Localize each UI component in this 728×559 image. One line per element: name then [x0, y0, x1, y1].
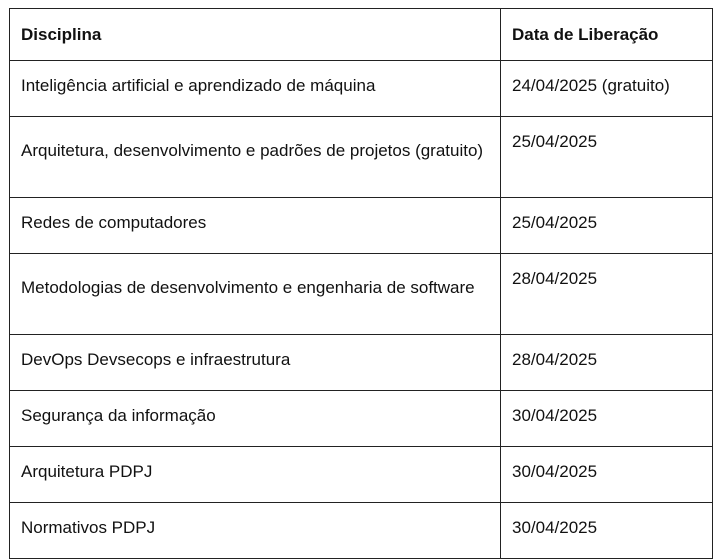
header-data-liberacao: Data de Liberação: [501, 9, 713, 61]
table-row: [10, 117, 713, 198]
data-cell: 30/04/2025: [501, 503, 713, 559]
table-row: [10, 447, 713, 503]
header-row: [10, 9, 713, 61]
table-row: [10, 198, 713, 254]
data-cell: 25/04/2025: [501, 198, 713, 254]
disciplina-cell: Inteligência artificial e aprendizado de máquina: [10, 61, 501, 117]
disciplina-cell: DevOps Devsecops e infraestrutura: [10, 335, 501, 391]
disciplina-cell: Arquitetura, desenvolvimento e padrões de projetos (gratuito): [10, 117, 501, 198]
disciplina-cell: Metodologias de desenvolvimento e engenharia de software: [10, 254, 501, 335]
table-row: [10, 391, 713, 447]
data-cell: 30/04/2025: [501, 391, 713, 447]
data-cell: 24/04/2025 (gratuito): [501, 61, 713, 117]
disciplina-cell: Segurança da informação: [10, 391, 501, 447]
table-row: [10, 503, 713, 559]
disciplina-cell: Normativos PDPJ: [10, 503, 501, 559]
release-schedule: [9, 8, 713, 559]
data-cell: 25/04/2025: [501, 117, 713, 198]
table-row: [10, 61, 713, 117]
header-disciplina: Disciplina: [10, 9, 501, 61]
data-cell: 28/04/2025: [501, 254, 713, 335]
data-cell: 30/04/2025: [501, 447, 713, 503]
disciplina-cell: Redes de computadores: [10, 198, 501, 254]
data-cell: 28/04/2025: [501, 335, 713, 391]
disciplina-cell: Arquitetura PDPJ: [10, 447, 501, 503]
table-row: [10, 254, 713, 335]
table-row: [10, 335, 713, 391]
release-table: [9, 8, 713, 559]
